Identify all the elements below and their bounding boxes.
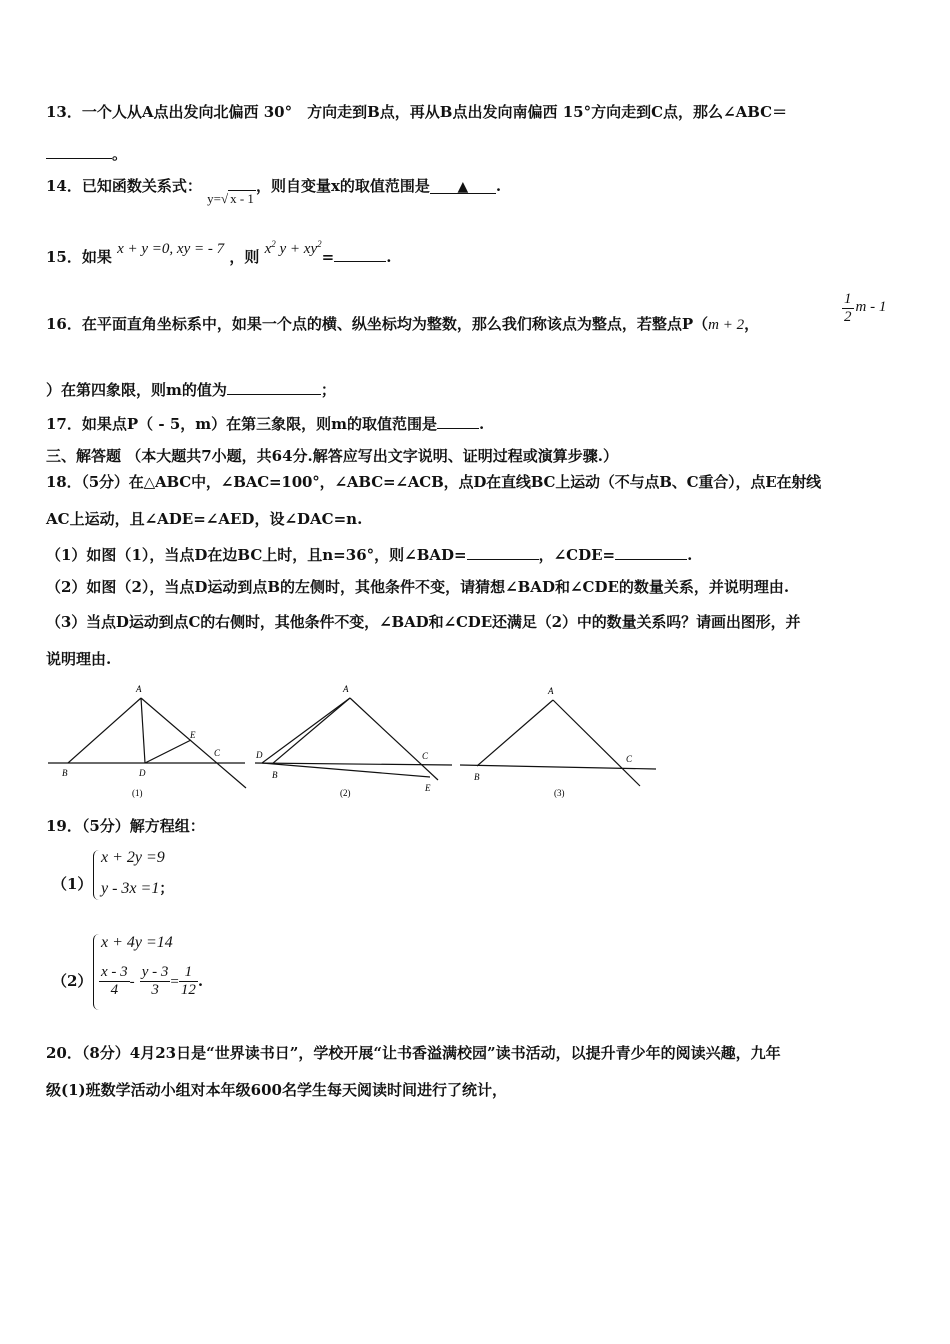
figure-1 bbox=[48, 698, 246, 788]
q16-text: 16．在平面直角坐标系中，如果一个点的横、纵坐标均为整数，那么我们称该点为整点，若整点P（ bbox=[46, 315, 709, 333]
figure-3 bbox=[460, 700, 656, 786]
fig1-side-ab bbox=[68, 698, 141, 763]
q18-line1: 18．（5分）在△ABC中，∠BAC=100°，∠ABC=∠ACB，点D在直线BC上运动（不与点B、C重合），点E在射线 bbox=[46, 473, 822, 491]
fig2-label-a: A bbox=[343, 684, 349, 694]
q18-part1 bbox=[46, 543, 692, 565]
fig2-label-b: B bbox=[272, 770, 278, 780]
fig1-label-d: D bbox=[139, 768, 146, 778]
q19-part2-eq1: x + 4y =14 bbox=[101, 934, 173, 951]
q15-sup-2: 2 bbox=[317, 239, 322, 249]
fig2-label-c: C bbox=[422, 751, 429, 761]
q16-coord-x: m + 2 bbox=[708, 317, 745, 333]
q16-frac-rest: m - 1 bbox=[855, 299, 887, 315]
fig1-caption: (1) bbox=[132, 788, 143, 798]
fig1-side-ac bbox=[141, 698, 246, 788]
q13-answer-blank[interactable] bbox=[46, 142, 112, 159]
q17-end: . bbox=[479, 415, 485, 433]
q15-condition: x + y =0, xy = - 7 bbox=[117, 241, 225, 257]
q18-part3-line2: 说明理由. bbox=[46, 650, 112, 668]
fig2-label-d: D bbox=[256, 750, 263, 760]
q16-line2-text: ）在第四象限，则m的值为 bbox=[46, 381, 227, 399]
fig3-side-ac bbox=[553, 700, 640, 786]
q17-answer-blank[interactable] bbox=[437, 412, 479, 429]
q14-formula-radicand: x - 1 bbox=[230, 191, 254, 206]
q15-expr-b: y + xy bbox=[279, 241, 318, 257]
q18-part1-end: . bbox=[687, 546, 693, 564]
q16-comma: ， bbox=[744, 315, 760, 333]
q16-line2 bbox=[46, 378, 336, 400]
q14-answer-blank[interactable] bbox=[430, 177, 496, 194]
fig1-label-e: E bbox=[190, 730, 196, 740]
q16-end: ； bbox=[320, 381, 336, 399]
fig1-label-a: A bbox=[136, 684, 142, 694]
fig2-segment-ad bbox=[262, 698, 350, 763]
q20-line2: 级(1)班数学活动小组对本年级600名学生每天阅读时间进行了统计， bbox=[46, 1081, 507, 1099]
q18-bad-blank[interactable] bbox=[467, 543, 539, 560]
fig2-side-ab bbox=[272, 698, 350, 764]
figure-2 bbox=[255, 698, 452, 780]
q18-figures bbox=[0, 678, 950, 808]
q18-part2: （2）如图（2），当点D运动到点B的左侧时，其他条件不变，请猜想∠BAD和∠CDE的数量关系，并说明理由. bbox=[46, 578, 790, 596]
q15-prefix: 15．如果 bbox=[46, 248, 112, 266]
q19-frac-3-den: 12 bbox=[180, 982, 196, 998]
q13-text: 13．一个人从A点出发向北偏西 30° 方向走到B点，再从B点出发向南偏西 15°方向走到C点，那么∠ABC＝ bbox=[46, 103, 788, 121]
q18-line2: AC上运动，且∠ADE=∠AED，设∠DAC=n. bbox=[46, 510, 363, 528]
q16-answer-blank[interactable] bbox=[227, 378, 321, 395]
fig3-label-c: C bbox=[626, 754, 633, 764]
q19-part2-label: （2） bbox=[52, 972, 93, 990]
q14-prefix: 14．已知函数关系式： bbox=[46, 177, 202, 195]
fig2-caption: (2) bbox=[340, 788, 351, 798]
q14-formula-lhs: y= bbox=[207, 191, 221, 206]
q16-frac bbox=[842, 291, 854, 326]
q16-fraction bbox=[842, 291, 886, 326]
q13-line2 bbox=[46, 142, 127, 164]
q19-part1-eq2: y - 3x =1 bbox=[101, 880, 160, 897]
q15-end: . bbox=[386, 248, 392, 266]
q16-frac-num: 1 bbox=[844, 291, 852, 307]
section-title: 三、解答题 （本大题共7小题，共64分.解答应写出文字说明、证明过程或演算步骤.） bbox=[46, 447, 618, 465]
q19-frac-3 bbox=[179, 964, 198, 999]
q19-frac-1-den: 4 bbox=[110, 982, 119, 998]
q18-part1-b: ，∠CDE= bbox=[538, 546, 616, 564]
q19-part2-end: . bbox=[197, 972, 204, 990]
q15-expression bbox=[265, 241, 322, 257]
q19-eq-sign: = bbox=[170, 974, 179, 990]
q19-part1-end: ； bbox=[159, 882, 174, 897]
triangle-icon: ▲ bbox=[457, 179, 469, 195]
q19-part1-eq2-wrap bbox=[101, 878, 173, 898]
fig3-label-b: B bbox=[474, 772, 480, 782]
q14-mid: ，则自变量x的取值范围是 bbox=[255, 177, 430, 195]
q19-frac-3-num: 1 bbox=[179, 964, 198, 982]
q17-text: 17．如果点P（ - 5，m）在第三象限，则m的取值范围是 bbox=[46, 415, 438, 433]
q19-part1-label: （1） bbox=[52, 875, 93, 893]
q15-answer-blank[interactable] bbox=[334, 245, 386, 262]
fig1-segment-de bbox=[145, 740, 191, 763]
fig1-label-c: C bbox=[214, 748, 221, 758]
fig2-side-ac bbox=[350, 698, 438, 780]
q18-cde-blank[interactable] bbox=[615, 543, 687, 560]
fig3-side-ab bbox=[477, 700, 553, 766]
q19-minus: - bbox=[129, 974, 135, 990]
q19-frac-1-num: x - 3 bbox=[101, 964, 128, 980]
q15 bbox=[46, 239, 392, 268]
q18-part3-line1: （3）当点D运动到点C的右侧时，其他条件不变，∠BAD和∠CDE还满足（2）中的数量关系吗？请画出图形，并 bbox=[46, 613, 801, 631]
fig3-line-bc bbox=[460, 765, 656, 769]
q19-part1-eq1: x + 2y =9 bbox=[101, 849, 165, 866]
q14 bbox=[46, 176, 502, 206]
q19-frac-2 bbox=[140, 964, 171, 999]
q15-expr-a: x bbox=[264, 241, 272, 257]
fig3-caption: (3) bbox=[554, 788, 565, 798]
fig1-segment-ad bbox=[141, 698, 145, 763]
q13-end: 。 bbox=[112, 145, 128, 163]
fig3-label-a: A bbox=[548, 686, 554, 696]
fig1-label-b: B bbox=[62, 768, 68, 778]
q19-part2-eq2 bbox=[99, 964, 203, 999]
q19-part1-brace bbox=[93, 850, 100, 900]
q15-eq: = bbox=[321, 248, 335, 266]
fig2-label-e: E bbox=[425, 783, 431, 793]
q16-line1 bbox=[46, 314, 759, 335]
q14-end: . bbox=[495, 177, 502, 195]
q17 bbox=[46, 412, 484, 434]
q19-frac-2-num: y - 3 bbox=[141, 964, 169, 980]
q15-mid: ，则 bbox=[229, 248, 260, 266]
q14-formula: y=√ x - 1 bbox=[207, 191, 254, 206]
q19-frac-2-den: 3 bbox=[151, 982, 159, 998]
q19-frac-1 bbox=[99, 964, 130, 999]
q16-frac-den: 2 bbox=[844, 309, 852, 325]
q13-line1 bbox=[46, 102, 787, 122]
q20-line1: 20．（8分）4月23日是“世界读书日”，学校开展“让书香溢满校园”读书活动，以提升青少年的阅读兴趣，九年 bbox=[46, 1044, 781, 1062]
q19-title: 19．（5分）解方程组： bbox=[46, 817, 205, 835]
q15-sup-1: 2 bbox=[271, 239, 276, 249]
q18-part1-a: （1）如图（1），当点D在边BC上时，且n=36°，则∠BAD= bbox=[46, 546, 467, 564]
